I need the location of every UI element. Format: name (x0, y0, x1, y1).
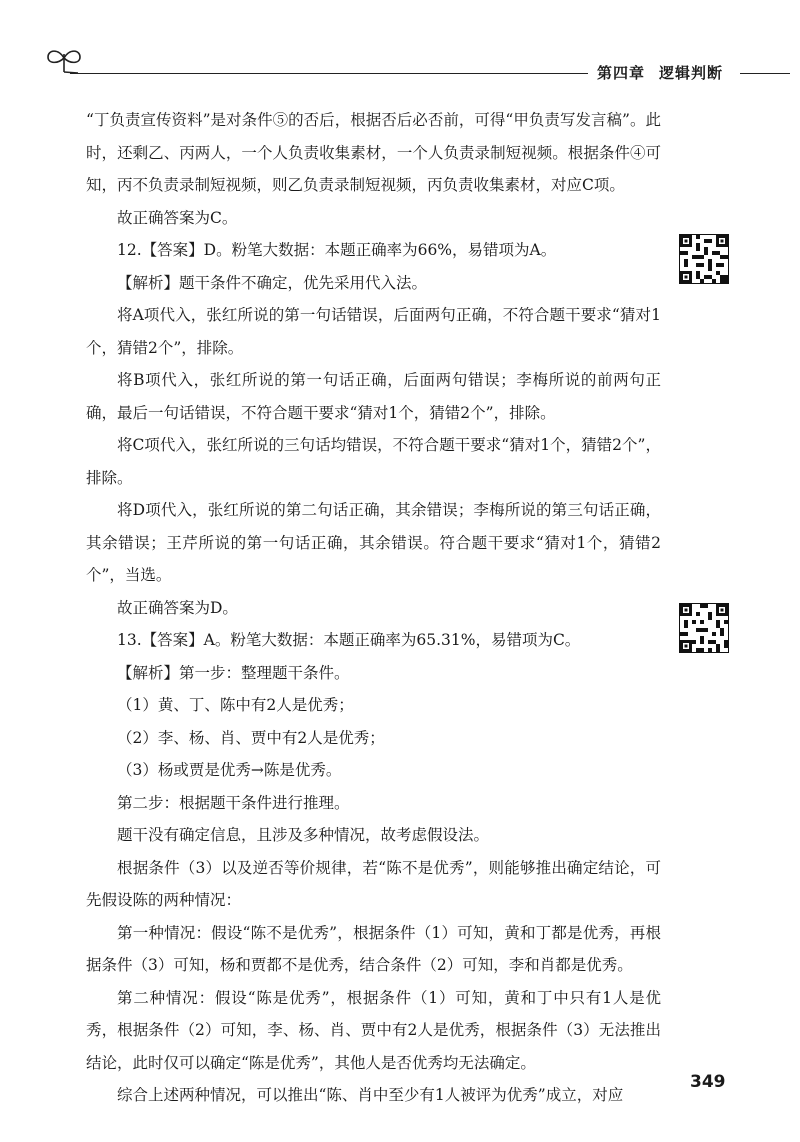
paragraph: 第二种情况：假设“陈是优秀”，根据条件（1）可知，黄和丁中只有1人是优秀，根据条件（2）可知，李、杨、肖、贾中有2人是优秀，根据条件（3）无法推出结论，此时仅可以确定“陈是优秀”，其他人是否优秀均无法确定。 (86, 988, 661, 1072)
answer-heading: 13.【答案】A。粉笔大数据：本题正确率为65.31%，易错项为C。 (117, 631, 581, 649)
page-number: 349 (690, 1072, 726, 1092)
paragraph: 将C项代入，张红所说的三句话均错误，不符合题干要求“猜对1个，猜错2个”，排除。 (86, 436, 661, 487)
paragraph: 第一种情况：假设“陈不是优秀”，根据条件（1）可知，黄和丁都是优秀，再根据条件（3）可知，杨和贾都不是优秀，结合条件（2）可知，李和肖都是优秀。 (86, 923, 661, 974)
header-rule-right (740, 73, 790, 74)
chapter-number: 第四章 (597, 64, 646, 82)
paragraph: 第二步：根据题干条件进行推理。 (117, 793, 350, 812)
section-title: 逻辑判断 (659, 64, 724, 82)
paragraph: 将D项代入，张红所说的第二句话正确，其余错误；李梅所说的第三句话正确，其余错误；王芹所说的第一句话正确，其余错误。符合题干要求“猜对1个，猜错2个”，当选。 (86, 501, 661, 584)
qr-code-icon[interactable] (679, 234, 729, 284)
analysis-heading: 【解析】第一步：整理题干条件。 (117, 663, 350, 682)
paragraph: 故正确答案为D。 (117, 598, 238, 617)
paragraph: 将B项代入，张红所说的第一句话正确，后面两句错误；李梅所说的前两句正确，最后一句话错误，不符合题干要求“猜对1个，猜错2个”，排除。 (86, 371, 661, 422)
condition-item: （3）杨或贾是优秀→陈是优秀。 (117, 761, 342, 779)
header-rule-left (70, 73, 588, 74)
paragraph: 根据条件（3）以及逆否等价规律，若“陈不是优秀”，则能够推出确定结论，可先假设陈的两种情况： (86, 858, 661, 909)
page-body (86, 104, 661, 1112)
condition-item: （2）李、杨、肖、贾中有2人是优秀； (117, 728, 385, 747)
leaf-sprout-icon (44, 42, 84, 82)
chapter-title (597, 62, 723, 83)
paragraph: 将A项代入，张红所说的第一句话错误，后面两句正确，不符合题干要求“猜对1个，猜错2个”，排除。 (86, 306, 661, 357)
qr-code-icon[interactable] (679, 603, 729, 653)
paragraph: 综合上述两种情况，可以推出“陈、肖中至少有1人被评为优秀”成立，对应 (117, 1086, 624, 1104)
paragraph: 故正确答案为C。 (117, 208, 238, 227)
condition-item: （1）黄、丁、陈中有2人是优秀； (117, 696, 354, 714)
paragraph: 题干没有确定信息，且涉及多种情况，故考虑假设法。 (117, 826, 490, 844)
answer-heading: 12.【答案】D。粉笔大数据：本题正确率为66%，易错项为A。 (117, 241, 557, 259)
analysis-heading: 【解析】题干条件不确定，优先采用代入法。 (117, 273, 428, 292)
running-header (0, 0, 800, 90)
paragraph: “丁负责宣传资料”是对条件⑤的否后，根据否后必否前，可得“甲负责写发言稿”。此时，还剩乙、丙两人，一个人负责收集素材，一个人负责录制短视频。根据条件④可知，丙不负责录制短视频，则乙负责录制短视频，丙负责收集素材，对应C项。 (86, 111, 661, 194)
